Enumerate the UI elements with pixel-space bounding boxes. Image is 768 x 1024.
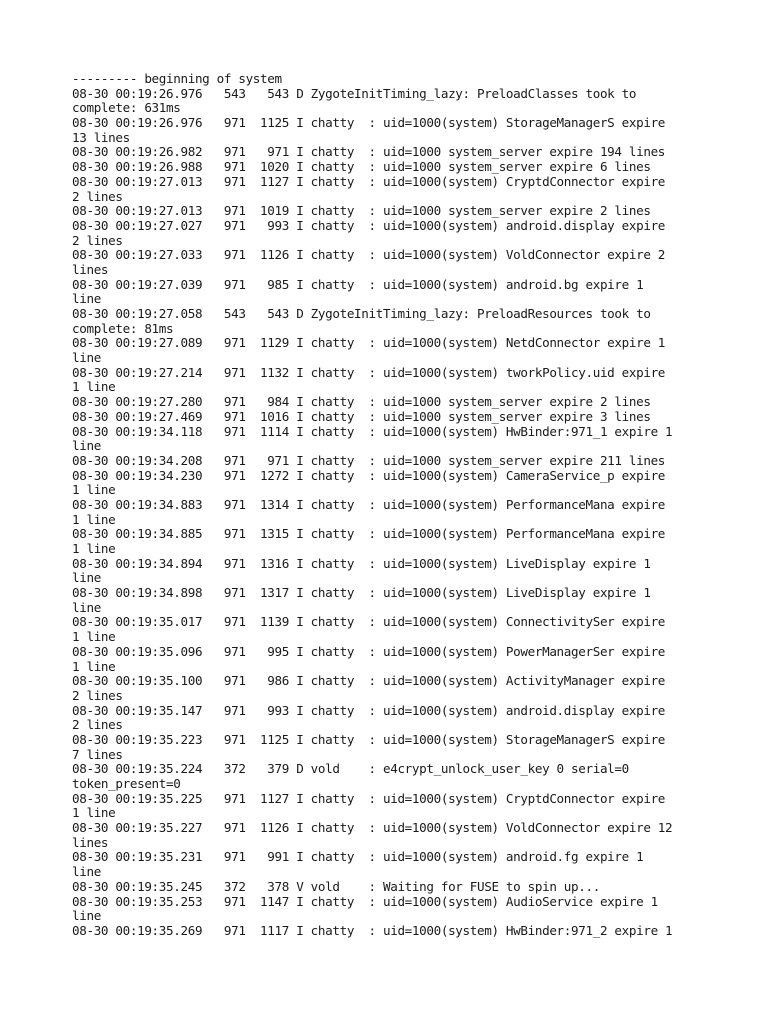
log-line: 08-30 00:19:35.017 971 1139 I chatty : uid=1000(system) ConnectivitySer expire <box>72 614 666 630</box>
log-line: 08-30 00:19:26.976 543 543 D ZygoteInitTiming_lazy: PreloadClasses took to <box>72 85 637 101</box>
log-line: 08-30 00:19:34.885 971 1315 I chatty : uid=1000(system) PerformanceMana expire <box>72 526 666 542</box>
log-line: 08-30 00:19:27.280 971 984 I chatty : uid=1000 system_server expire 2 lines <box>72 394 651 410</box>
log-line: 08-30 00:19:35.227 971 1126 I chatty : uid=1000(system) VoldConnector expire 12 <box>72 820 673 836</box>
log-line: 08-30 00:19:35.223 971 1125 I chatty : uid=1000(system) StorageManagerS expire <box>72 731 666 747</box>
log-line: 08-30 00:19:27.469 971 1016 I chatty : uid=1000 system_server expire 3 lines <box>72 408 651 424</box>
log-line: lines <box>72 261 109 277</box>
log-line: line <box>72 350 101 366</box>
log-line: 08-30 00:19:35.224 372 379 D vold : e4crypt_unlock_user_key 0 serial=0 <box>72 761 629 777</box>
log-line: token_present=0 <box>72 776 181 791</box>
log-line: complete: 81ms <box>72 320 174 336</box>
log-line: 2 lines <box>72 188 123 204</box>
log-line: 08-30 00:19:27.039 971 985 I chatty : uid=1000(system) android.bg expire 1 <box>72 276 644 292</box>
log-line: 08-30 00:19:34.230 971 1272 I chatty : uid=1000(system) CameraService_p expire <box>72 467 666 483</box>
log-line: 08-30 00:19:34.883 971 1314 I chatty : uid=1000(system) PerformanceMana expire <box>72 496 666 512</box>
log-line: line <box>72 438 101 454</box>
log-line: 08-30 00:19:27.013 971 1127 I chatty : uid=1000(system) CryptdConnector expire <box>72 173 666 189</box>
log-line: 08-30 00:19:35.096 971 995 I chatty : uid=1000(system) PowerManagerSer expire <box>72 643 666 659</box>
log-line: 1 line <box>72 379 116 395</box>
log-line: 08-30 00:19:34.118 971 1114 I chatty : uid=1000(system) HwBinder:971_1 expire 1 <box>72 423 673 439</box>
log-line: 1 line <box>72 511 116 527</box>
log-line: 2 lines <box>72 687 123 703</box>
log-line: 13 lines <box>72 129 130 145</box>
log-line: 08-30 00:19:34.894 971 1316 I chatty : uid=1000(system) LiveDisplay expire 1 <box>72 555 651 571</box>
log-line: line <box>72 908 101 924</box>
log-line: 1 line <box>72 541 116 556</box>
log-line: 2 lines <box>72 717 123 733</box>
log-line: 08-30 00:19:26.988 971 1020 I chatty : uid=1000 system_server expire 6 lines <box>72 159 651 175</box>
log-line: 08-30 00:19:27.013 971 1019 I chatty : uid=1000 system_server expire 2 lines <box>72 203 651 219</box>
log-line: 08-30 00:19:35.231 971 991 I chatty : uid=1000(system) android.fg expire 1 <box>72 849 644 865</box>
log-line: 08-30 00:19:26.976 971 1125 I chatty : uid=1000(system) StorageManagerS expire <box>72 115 666 131</box>
log-line: lines <box>72 834 109 850</box>
log-line: 08-30 00:19:27.214 971 1132 I chatty : uid=1000(system) tworkPolicy.uid expire <box>72 364 666 380</box>
log-line: 08-30 00:19:35.100 971 986 I chatty : uid=1000(system) ActivityManager expire <box>72 673 666 689</box>
log-line: 2 lines <box>72 232 123 248</box>
log-line: 08-30 00:19:34.208 971 971 I chatty : uid=1000 system_server expire 211 lines <box>72 452 666 468</box>
log-line: 08-30 00:19:27.033 971 1126 I chatty : uid=1000(system) VoldConnector expire 2 <box>72 247 666 263</box>
log-line: 08-30 00:19:35.245 372 378 V vold : Waiting for FUSE to spin up... <box>72 878 600 894</box>
log-line: 08-30 00:19:27.027 971 993 I chatty : uid=1000(system) android.display expire <box>72 217 666 233</box>
log-text-block <box>72 72 712 939</box>
log-line: 08-30 00:19:27.089 971 1129 I chatty : uid=1000(system) NetdConnector expire 1 <box>72 335 666 351</box>
log-line: line <box>72 570 101 586</box>
log-line: 1 line <box>72 805 116 821</box>
log-line: 7 lines <box>72 746 123 762</box>
log-line: complete: 631ms <box>72 100 181 116</box>
log-line: 08-30 00:19:35.253 971 1147 I chatty : uid=1000(system) AudioService expire 1 <box>72 893 658 909</box>
log-line: 08-30 00:19:35.147 971 993 I chatty : uid=1000(system) android.display expire <box>72 702 666 718</box>
log-line: 1 line <box>72 482 116 498</box>
log-line: line <box>72 291 101 307</box>
log-line: 08-30 00:19:27.058 543 543 D ZygoteInitTiming_lazy: PreloadResources took to <box>72 306 651 321</box>
log-line: 1 line <box>72 629 116 645</box>
log-line: 08-30 00:19:35.225 971 1127 I chatty : uid=1000(system) CryptdConnector expire <box>72 790 666 806</box>
log-line: 1 line <box>72 658 116 674</box>
log-line: line <box>72 599 101 615</box>
log-line: 08-30 00:19:34.898 971 1317 I chatty : uid=1000(system) LiveDisplay expire 1 <box>72 585 651 601</box>
log-line: 08-30 00:19:26.982 971 971 I chatty : uid=1000 system_server expire 194 lines <box>72 144 666 160</box>
log-line: --------- beginning of system <box>72 71 282 86</box>
log-line: line <box>72 864 101 880</box>
log-line: 08-30 00:19:35.269 971 1117 I chatty : uid=1000(system) HwBinder:971_2 expire 1 <box>72 922 673 938</box>
